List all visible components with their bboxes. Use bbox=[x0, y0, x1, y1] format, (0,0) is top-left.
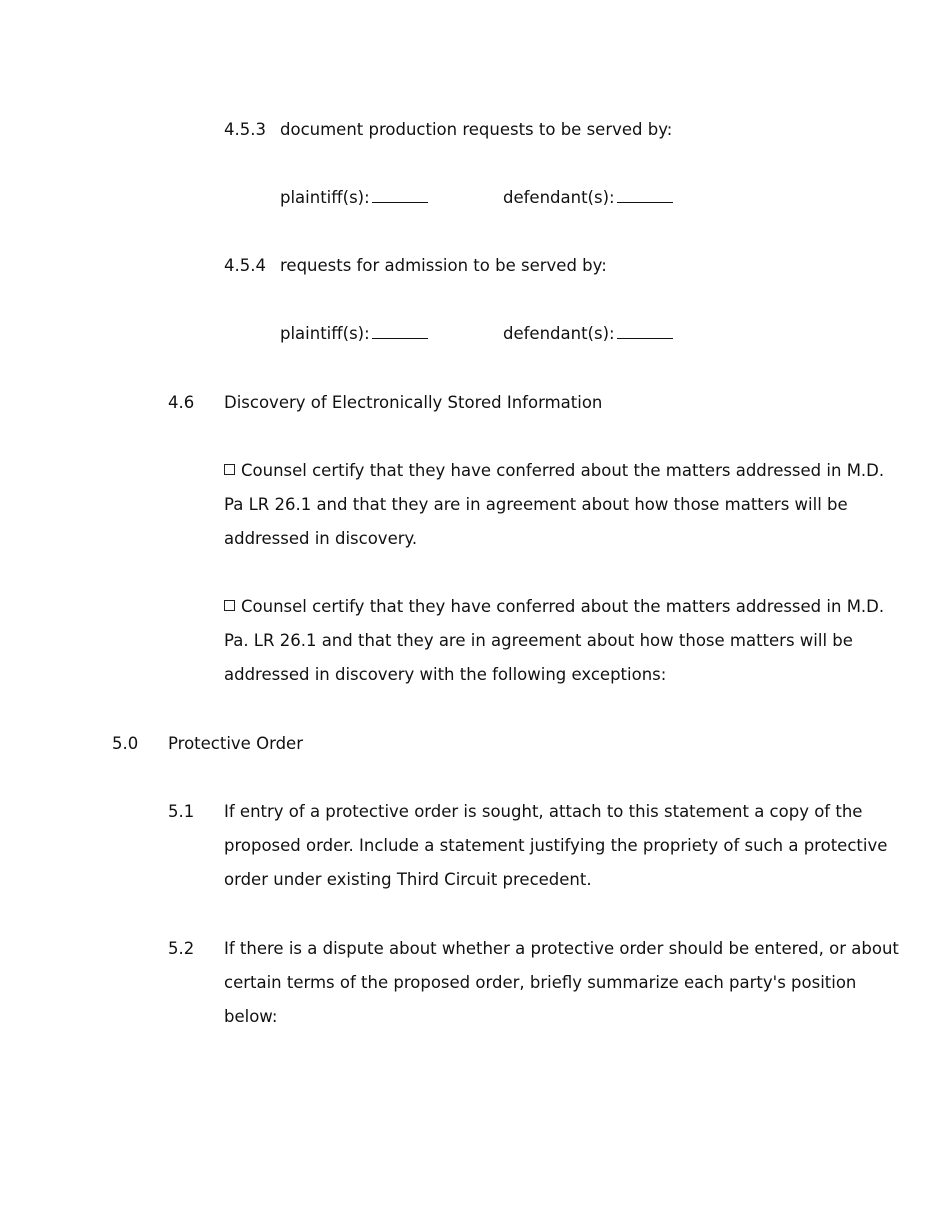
plaintiff-field-4-5-3 bbox=[280, 188, 428, 208]
defendant-field-4-5-3 bbox=[503, 188, 673, 208]
section-number-4-5-3: 4.5.3 bbox=[224, 120, 266, 139]
para-line: Pa. LR 26.1 and that they are in agreement about how those matters will be bbox=[224, 631, 853, 650]
esi-option-agreement bbox=[224, 454, 885, 556]
checkbox-icon[interactable] bbox=[224, 600, 235, 611]
para-line: order under existing Third Circuit precedent. bbox=[224, 870, 592, 889]
defendant-label: defendant(s): bbox=[503, 188, 615, 207]
para-line: below: bbox=[224, 1007, 278, 1026]
para-line: addressed in discovery. bbox=[224, 529, 418, 548]
plaintiff-blank[interactable] bbox=[372, 324, 428, 339]
defendant-field-4-5-4 bbox=[503, 324, 673, 344]
plaintiff-blank[interactable] bbox=[372, 188, 428, 203]
plaintiff-label: plaintiff(s): bbox=[280, 324, 370, 343]
defendant-blank[interactable] bbox=[617, 324, 673, 339]
checkbox-icon[interactable] bbox=[224, 464, 235, 475]
plaintiff-label: plaintiff(s): bbox=[280, 188, 370, 207]
para-line: Counsel certify that they have conferred about the matters addressed in M.D. bbox=[241, 461, 885, 480]
esi-option-exceptions bbox=[224, 590, 885, 692]
plaintiff-field-4-5-4 bbox=[280, 324, 428, 344]
para-line: Counsel certify that they have conferred about the matters addressed in M.D. bbox=[241, 597, 885, 616]
para-line: proposed order. Include a statement justifying the propriety of such a protective bbox=[224, 836, 888, 855]
para-line: If entry of a protective order is sought, attach to this statement a copy of the bbox=[224, 802, 863, 821]
defendant-label: defendant(s): bbox=[503, 324, 615, 343]
section-number-5-2: 5.2 bbox=[168, 939, 195, 958]
para-line: addressed in discovery with the following exceptions: bbox=[224, 665, 667, 684]
section-title-5-0: Protective Order bbox=[168, 734, 303, 753]
section-number-5-1: 5.1 bbox=[168, 802, 195, 821]
section-number-4-5-4: 4.5.4 bbox=[224, 256, 266, 275]
section-title-4-6: Discovery of Electronically Stored Information bbox=[224, 393, 603, 412]
section-text-4-5-3: document production requests to be served by: bbox=[280, 120, 673, 139]
section-text-5-2 bbox=[224, 932, 899, 1034]
section-number-5-0: 5.0 bbox=[112, 734, 139, 753]
para-line: certain terms of the proposed order, briefly summarize each party's position bbox=[224, 973, 857, 992]
section-text-4-5-4: requests for admission to be served by: bbox=[280, 256, 607, 275]
para-line: If there is a dispute about whether a protective order should be entered, or about bbox=[224, 939, 899, 958]
defendant-blank[interactable] bbox=[617, 188, 673, 203]
section-number-4-6: 4.6 bbox=[168, 393, 195, 412]
section-text-5-1 bbox=[224, 795, 888, 897]
para-line: Pa LR 26.1 and that they are in agreement about how those matters will be bbox=[224, 495, 848, 514]
